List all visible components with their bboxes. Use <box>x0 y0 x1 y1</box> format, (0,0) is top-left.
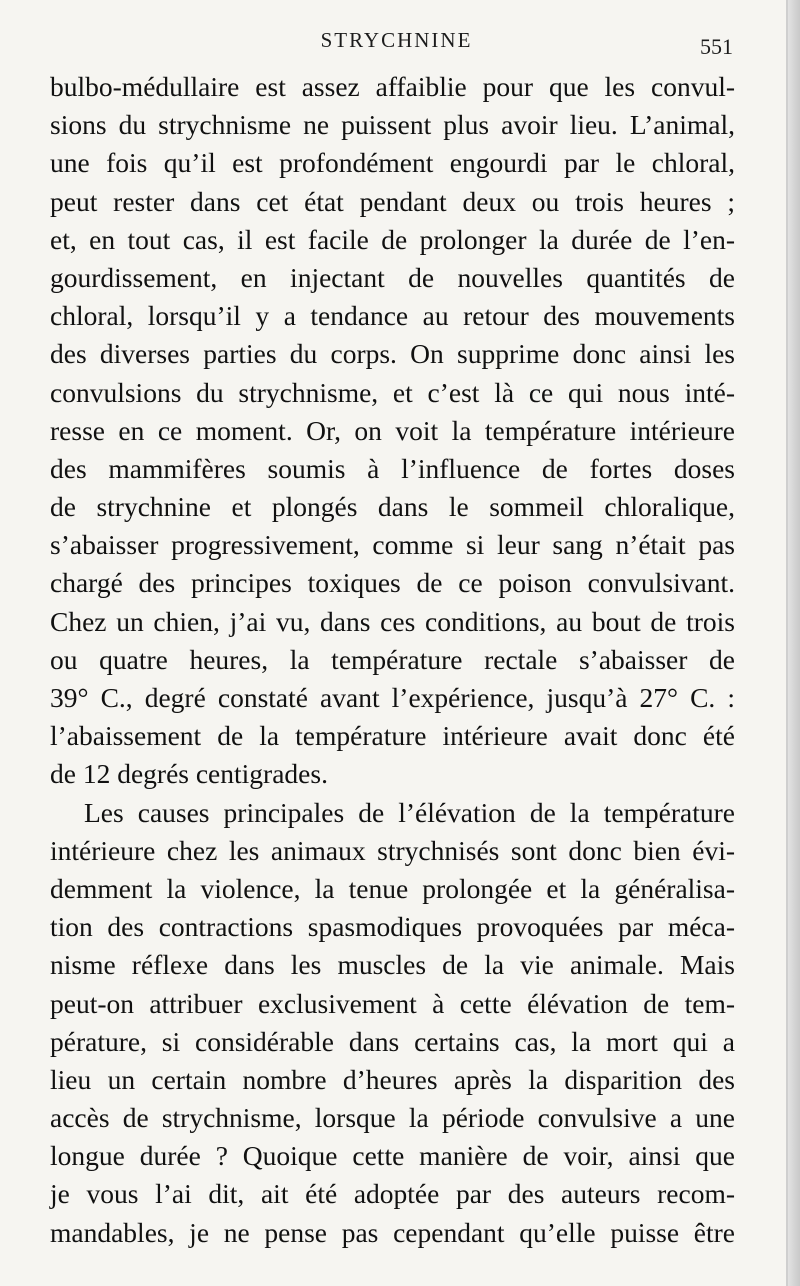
text-line: et, en tout cas, il est facile de prolonger la durée de l’en- <box>50 223 735 255</box>
text-line: de 12 degrés centigrades. <box>50 758 328 790</box>
running-head: STRYCHNINE <box>320 28 473 52</box>
text-line: ou quatre heures, la température rectale s’abaisser de <box>50 643 735 675</box>
text-line: bulbo-médullaire est assez affaiblie pour que les convul- <box>50 71 735 102</box>
text-line: accès de strychnisme, lorsque la période convulsive a une <box>50 1102 735 1134</box>
text-line: chloral, lorsqu’il y a tendance au retour des mouvements <box>50 300 735 332</box>
text-line: tion des contractions spasmodiques provoquées par méca- <box>50 911 735 943</box>
text-line: une fois qu’il est profondément engourdi par le chloral, <box>50 147 735 179</box>
text-line: sions du strychnisme ne puissent plus avoir lieu. L’animal, <box>50 109 735 141</box>
text-line: resse en ce moment. Or, on voit la température intérieure <box>50 414 735 446</box>
page-edge <box>788 0 800 1286</box>
text-line: 39° C., degré constaté avant l’expérience, jusqu’à 27° C. : <box>50 682 735 713</box>
text-line: mandables, je ne pense pas cependant qu’elle puisse être <box>50 1216 735 1248</box>
text-line: peut rester dans cet état pendant deux ou trois heures ; <box>50 185 735 217</box>
text-line: chargé des principes toxiques de ce poison convulsivant. <box>50 567 735 599</box>
page-header <box>60 28 733 62</box>
text-line: longue durée ? Quoique cette manière de voir, ainsi que <box>50 1140 735 1172</box>
text-line: convulsions du strychnisme, et c’est là ce qui nous inté- <box>50 376 735 408</box>
paragraph-first-line: Les causes principales de l’élévation de la température <box>84 796 735 828</box>
text-line: intérieure chez les animaux strychnisés sont donc bien évi- <box>50 834 735 866</box>
text-line: s’abaisser progressivement, comme si leur sang n’était pas <box>50 529 735 561</box>
text-line: gourdissement, en injectant de nouvelles quantités de <box>50 261 735 293</box>
page-number: 551 <box>700 34 733 59</box>
text-line: de strychnine et plongés dans le sommeil chloralique, <box>50 491 735 523</box>
body-text <box>50 68 735 1252</box>
text-line: des diverses parties du corps. On supprime donc ainsi les <box>50 338 735 370</box>
text-line: demment la violence, la tenue prolongée et la généralisa- <box>50 872 735 904</box>
text-line: je vous l’ai dit, ait été adoptée par des auteurs recom- <box>50 1178 735 1210</box>
text-line: nisme réflexe dans les muscles de la vie animale. Mais <box>50 949 735 981</box>
text-line: pérature, si considérable dans certains cas, la mort qui a <box>50 1025 735 1057</box>
text-line: des mammifères soumis à l’influence de fortes doses <box>50 452 735 484</box>
text-line: l’abaissement de la température intérieure avait donc été <box>50 720 735 752</box>
text-line: peut-on attribuer exclusivement à cette élévation de tem- <box>50 987 735 1019</box>
text-line: Chez un chien, j’ai vu, dans ces conditions, au bout de trois <box>50 605 735 637</box>
text-line: lieu un certain nombre d’heures après la disparition des <box>50 1063 735 1095</box>
